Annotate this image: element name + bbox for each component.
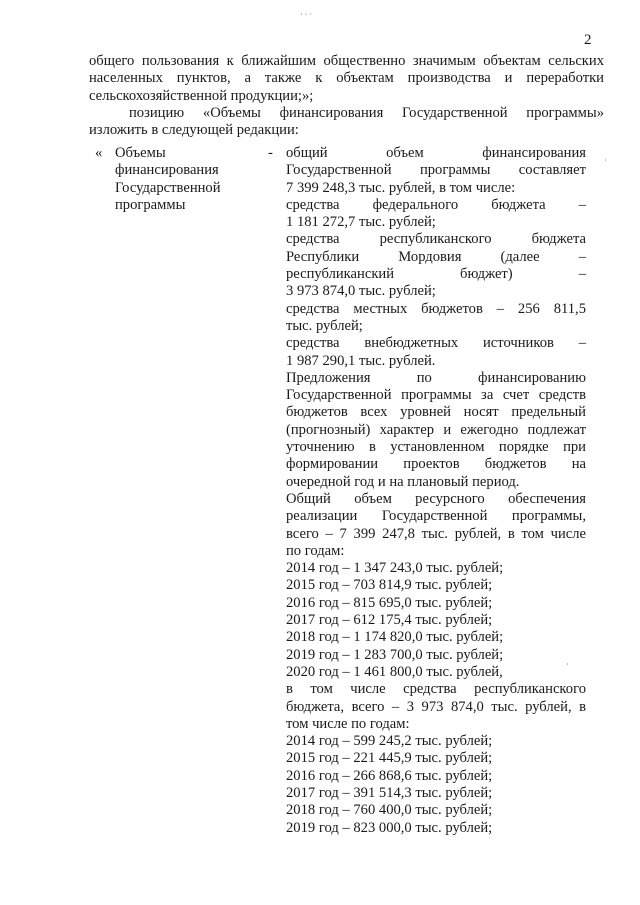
text-line: республиканский бюджет) – — [286, 266, 586, 283]
text-line: в том числе средства республиканского — [286, 681, 586, 698]
row-label-line: Государственной — [115, 179, 221, 196]
text-line: по годам: — [286, 542, 345, 559]
opening-quote: « — [95, 145, 103, 161]
text-line: Предложения по финансированию — [286, 369, 586, 386]
row-label-line: программы — [115, 196, 186, 213]
text-line: Республики Мордовия (далее – — [286, 248, 586, 265]
funding-paragraph — [286, 370, 586, 491]
funding-paragraph — [286, 335, 586, 370]
text-line: всего – 7 399 247,8 тыс. рублей, в том числе — [286, 525, 586, 542]
row-label-line: финансирования — [115, 162, 219, 179]
text-line: средства местных бюджетов – 256 811,5 — [286, 300, 586, 317]
scan-artifact: · — [566, 660, 569, 669]
funding-details — [286, 145, 586, 837]
text-line: 2018 год – 1 174 820,0 тыс. рублей; — [286, 629, 504, 646]
text-line: очередной год и на плановый период. — [286, 473, 520, 490]
text-line: уточнению в установленном порядке при — [286, 439, 586, 456]
funding-paragraph — [286, 197, 586, 232]
text-line: 2017 год – 391 514,3 тыс. рублей; — [286, 784, 493, 801]
scan-artifact: · · · — [300, 10, 312, 19]
scan-artifact: · — [604, 156, 607, 165]
text-line: 2014 год – 1 347 243,0 тыс. рублей; — [286, 560, 504, 577]
text-line: 2020 год – 1 461 800,0 тыс. рублей, — [286, 663, 503, 680]
funding-paragraph — [286, 560, 586, 681]
text-line: 2019 год – 823 000,0 тыс. рублей; — [286, 819, 493, 836]
row-dash: - — [268, 145, 273, 161]
funding-paragraph — [286, 491, 586, 560]
text-line: 2019 год – 1 283 700,0 тыс. рублей; — [286, 646, 504, 663]
text-line: тыс. рублей; — [286, 317, 363, 334]
text-line: 1 987 290,1 тыс. рублей. — [286, 352, 436, 369]
text-line: 2016 год – 266 868,6 тыс. рублей; — [286, 767, 493, 784]
text-line: 2014 год – 599 245,2 тыс. рублей; — [286, 733, 493, 750]
text-line: (прогнозный) характер и ежегодно подлежат — [286, 421, 586, 438]
text-line: позицию «Объемы финансирования Государственной программы» — [129, 104, 604, 121]
text-line: общий объем финансирования — [286, 145, 586, 161]
text-line: бюджетов всех уровней носят предельный — [286, 404, 586, 421]
text-line: сельскохозяйственной продукции;»; — [89, 87, 314, 104]
page-number: 2 — [584, 32, 592, 48]
row-label-line: Объемы — [115, 145, 166, 161]
text-line: населенных пунктов, а также к объектам производства и переработки — [89, 70, 604, 87]
text-line: реализации Государственной программы, — [286, 508, 586, 525]
text-line: формировании проектов бюджетов на — [286, 456, 586, 473]
intro-paragraph-1 — [89, 53, 604, 105]
text-line: средства федерального бюджета – — [286, 196, 586, 213]
text-line: Общий объем ресурсного обеспечения — [286, 490, 586, 507]
text-line: изложить в следующей редакции: — [89, 122, 299, 139]
funding-paragraph — [286, 301, 586, 336]
text-line: 1 181 272,7 тыс. рублей; — [286, 214, 436, 231]
intro-text — [89, 53, 604, 139]
text-line: средства внебюджетных источников – — [286, 335, 586, 352]
text-line: 2017 год – 612 175,4 тыс. рублей; — [286, 612, 493, 629]
text-line: 2015 год – 703 814,9 тыс. рублей; — [286, 577, 493, 594]
text-line: Государственной программы за счет средств — [286, 387, 586, 404]
text-line: 3 973 874,0 тыс. рублей; — [286, 283, 436, 300]
row-label — [115, 145, 265, 214]
funding-paragraph — [286, 681, 586, 733]
intro-paragraph-2 — [89, 105, 604, 140]
funding-paragraph — [286, 733, 586, 837]
text-line: средства республиканского бюджета — [286, 231, 586, 248]
text-line: Государственной программы составляет — [286, 162, 586, 179]
text-line: 2015 год – 221 445,9 тыс. рублей; — [286, 750, 493, 767]
text-line: 2018 год – 760 400,0 тыс. рублей; — [286, 802, 493, 819]
funding-paragraph — [286, 231, 586, 300]
text-line: общего пользования к ближайшим общественно значимым объектам сельских — [89, 53, 604, 69]
funding-paragraph — [286, 145, 586, 197]
text-line: том числе по годам: — [286, 715, 410, 732]
text-line: 7 399 248,3 тыс. рублей, в том числе: — [286, 179, 516, 196]
text-line: бюджета, всего – 3 973 874,0 тыс. рублей, в — [286, 698, 586, 715]
text-line: 2016 год – 815 695,0 тыс. рублей; — [286, 594, 493, 611]
